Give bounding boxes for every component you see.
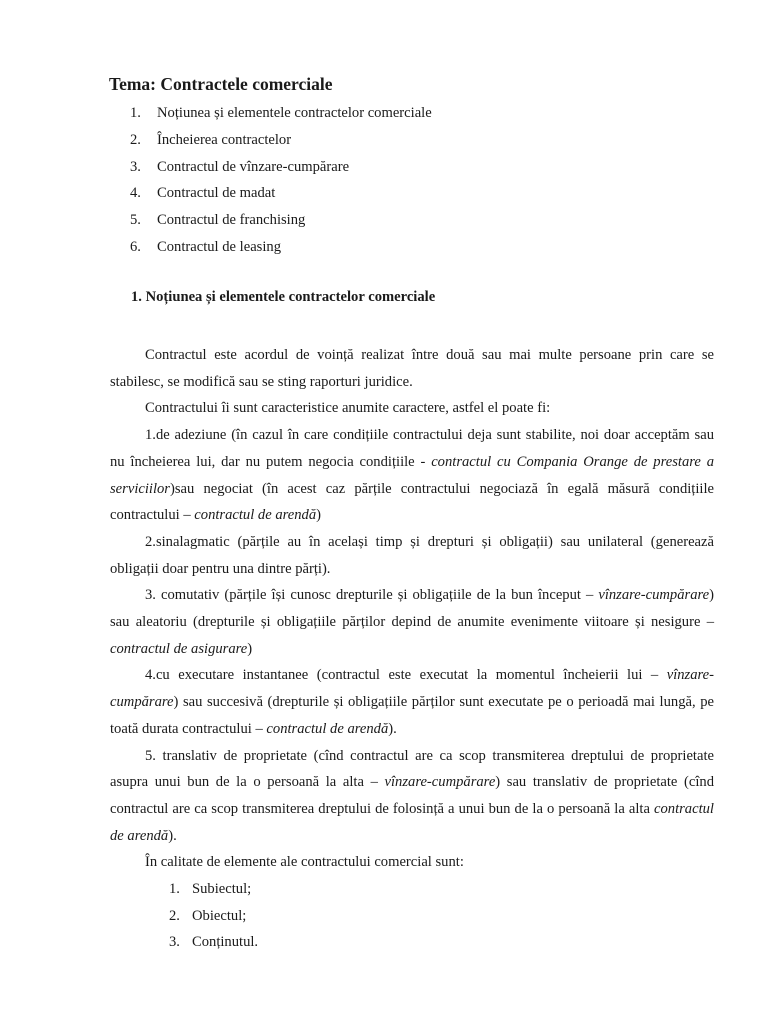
list-item: 5. Contractul de franchising — [130, 212, 306, 229]
elements-list — [110, 876, 714, 956]
topics-list — [130, 102, 432, 263]
paragraph-translativ: 5. translativ de proprietate (cînd contractul are ca scop transmiterea dreptului de proprietate asupra unui bun de la o persoană la alta – vînzare-cumpărare) sau translativ de proprietate (cînd contractul are ca scop transmiterea dreptului de folosință a unui bun de la o persoană la alta contractul de arendă). — [110, 747, 714, 844]
list-item: 1. Subiectul; — [169, 881, 252, 898]
list-item: 3. Conținutul. — [169, 934, 259, 951]
paragraph-definition: Contractul este acordul de voință realizat între două sau mai multe persoane prin care se stabilesc, se modifică sau se sting raporturi juridice. — [110, 347, 714, 390]
list-item: 1. Noțiunea și elementele contractelor comerciale — [130, 105, 432, 121]
list-item: 2. Încheierea contractelor — [130, 131, 292, 148]
paragraph-comutativ: 3. comutativ (părțile își cunosc drepturile și obligațiile de la bun început – vînzare-cumpărare) sau aleatoriu (drepturile și obligațiile părților depind de anumite evenimente viitoare și nesigure – contractul de asigurare) — [110, 587, 714, 657]
list-item: 3. Contractul de vînzare-cumpărare — [130, 158, 350, 175]
paragraph-adeziune: 1.de adeziune (în cazul în care condițiile contractului deja sunt stabilite, noi doar acceptăm sau nu încheierea lui, dar nu putem negocia condițiile - contractul cu Compania Orange de prestare a serviciilor)sau negociat (în acest caz părțile contractului negociază în egală măsură condițiile contractului – contractul de arendă) — [110, 427, 714, 524]
list-item: 2. Obiectul; — [169, 907, 247, 924]
paragraph-executare: 4.cu executare instantanee (contractul este executat la momentul încheierii lui – vînzare-cumpărare) sau succesivă (drepturile și obligațiile părților sunt executate pe o perioadă mai lungă, pe toată durata contractului – contractul de arendă). — [110, 667, 714, 737]
paragraph-sinalagmatic: 2.sinalagmatic (părțile au în același timp și drepturi și obligații) sau unilateral (generează obligații doar pentru una dintre părți). — [110, 533, 714, 577]
list-item: 6. Contractul de leasing — [130, 238, 282, 255]
section-heading: 1. Noțiunea și elementele contractelor comerciale — [131, 289, 436, 305]
paragraph-elements-intro: În calitate de elemente ale contractului comercial sunt: — [145, 854, 464, 871]
section-body — [110, 342, 714, 956]
list-item: 4. Contractul de madat — [130, 185, 276, 202]
document-title: Tema: Contractele comerciale — [109, 74, 333, 94]
paragraph-intro: Contractului îi sunt caracteristice anumite caractere, astfel el poate fi: — [145, 400, 551, 417]
